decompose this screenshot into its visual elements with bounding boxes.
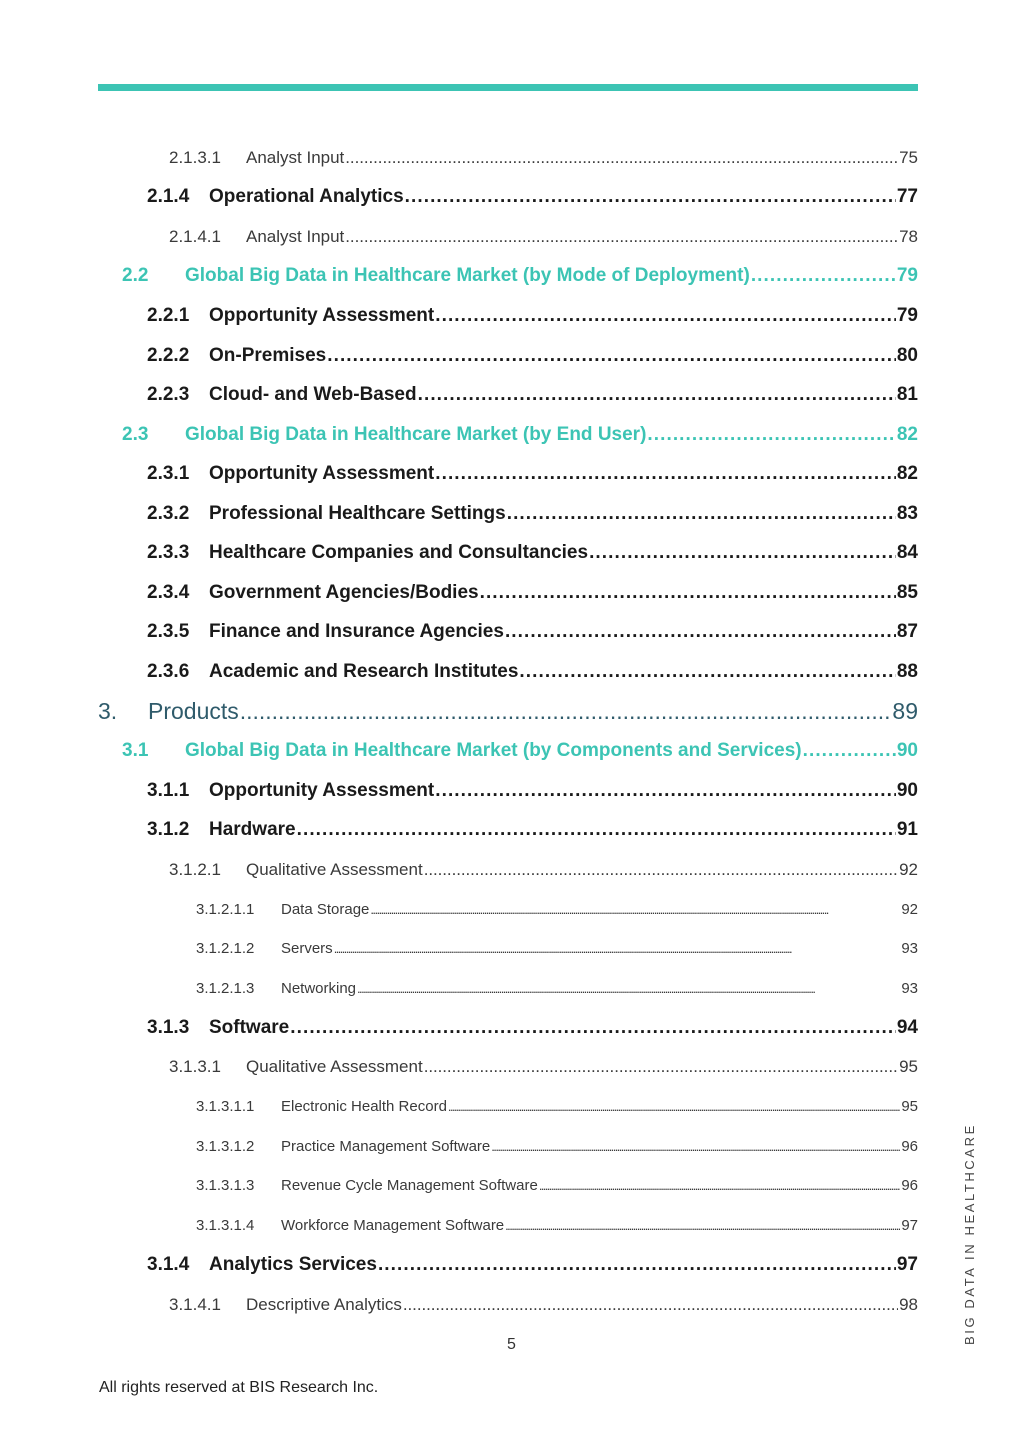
- toc-entry[interactable]: [0, 929, 1023, 969]
- toc-entry[interactable]: [0, 178, 1023, 218]
- toc-entry-page: 93: [901, 979, 918, 997]
- toc-entry-number: 2.3.1: [147, 463, 190, 485]
- toc-entry[interactable]: [0, 731, 1023, 771]
- toc-dot-leader: [345, 148, 898, 168]
- toc-entry[interactable]: [0, 336, 1023, 376]
- toc-entry[interactable]: [0, 889, 1023, 929]
- toc-entry-page: 82: [896, 423, 918, 445]
- toc-entry[interactable]: [0, 573, 1023, 613]
- toc-entry[interactable]: [0, 771, 1023, 811]
- toc-entry[interactable]: [0, 1127, 1023, 1167]
- toc-entry-number: 3.1.2.1: [169, 859, 221, 879]
- toc-entry-number: 2.1.4: [147, 186, 190, 208]
- toc-entry[interactable]: [0, 138, 1023, 178]
- toc-entry-title: Global Big Data in Healthcare Market (by Components and Services): [185, 739, 802, 761]
- toc-entry-title: Hardware: [209, 819, 296, 841]
- toc-dot-leader: [803, 740, 896, 762]
- toc-entry-page: 97: [896, 1254, 918, 1276]
- toc-entry[interactable]: [0, 850, 1023, 890]
- toc-entry-title: Servers: [281, 940, 333, 958]
- toc-entry-number: 2.3: [122, 423, 149, 445]
- toc-entry-number: 2.2.2: [147, 344, 190, 366]
- toc-entry-number: 3.1.2.1.3: [196, 979, 255, 997]
- header-accent-rule: [98, 84, 918, 91]
- toc-entry-number: 2.3.6: [147, 660, 190, 682]
- toc-entry-page: 85: [896, 581, 918, 603]
- toc-entry-title: Opportunity Assessment: [209, 304, 435, 326]
- toc-entry-number: 3.1.3.1.3: [196, 1177, 255, 1195]
- toc-entry[interactable]: [0, 494, 1023, 534]
- toc-entry-title: Opportunity Assessment: [209, 779, 435, 801]
- toc-entry-title: Opportunity Assessment: [209, 463, 435, 485]
- toc-entry[interactable]: [0, 1166, 1023, 1206]
- toc-entry-title: Data Storage: [281, 900, 370, 918]
- toc-dot-leader: [435, 463, 896, 485]
- toc-entry-title: Workforce Management Software: [281, 1217, 505, 1235]
- toc-entry-page: 90: [896, 739, 918, 761]
- toc-entry-number: 3.: [98, 697, 118, 724]
- toc-entry-page: 96: [901, 1177, 918, 1195]
- toc-dot-leader: [491, 1138, 900, 1155]
- toc-entry-number: 3.1.3.1: [169, 1057, 221, 1077]
- toc-dot-leader: [751, 265, 896, 287]
- toc-entry-page: 95: [901, 1098, 918, 1116]
- toc-entry-page: 95: [899, 1057, 918, 1077]
- toc-entry-number: 2.3.5: [147, 621, 190, 643]
- toc-entry-page: 80: [896, 344, 918, 366]
- toc-entry-page: 96: [901, 1137, 918, 1155]
- toc-entry-title: On-Premises: [209, 344, 327, 366]
- toc-entry-title: Analyst Input: [246, 226, 345, 246]
- toc-entry-title: Descriptive Analytics: [246, 1294, 402, 1314]
- toc-entry-number: 2.3.4: [147, 581, 190, 603]
- toc-entry-page: 94: [896, 1016, 918, 1038]
- toc-entry-page: 75: [899, 147, 918, 167]
- toc-entry-title: Practice Management Software: [281, 1137, 491, 1155]
- page-number: 5: [507, 1336, 516, 1353]
- toc-entry-title: Healthcare Companies and Consultancies: [209, 542, 589, 564]
- side-running-title: BIG DATA IN HEALTHCARE: [962, 1123, 977, 1345]
- toc-dot-leader: [480, 582, 896, 604]
- toc-entry-title: Products: [148, 697, 239, 724]
- toc-entry-number: 3.1.3.1.4: [196, 1217, 255, 1235]
- toc-entry-page: 98: [899, 1294, 918, 1314]
- toc-entry-number: 2.3.3: [147, 542, 190, 564]
- toc-entry-title: Electronic Health Record: [281, 1098, 447, 1116]
- toc-entry[interactable]: [0, 454, 1023, 494]
- toc-entry-number: 3.1.3.1.2: [196, 1137, 255, 1155]
- toc-entry-title: Finance and Insurance Agencies: [209, 621, 504, 643]
- toc-entry-title: Analyst Input: [246, 147, 345, 167]
- toc-entry[interactable]: [0, 217, 1023, 257]
- toc-dot-leader: [505, 621, 896, 643]
- toc-entry-number: 3.1.4.1: [169, 1294, 221, 1314]
- toc-entry-page: 89: [892, 697, 918, 724]
- toc-dot-leader: [424, 860, 898, 880]
- toc-entry-page: 88: [896, 660, 918, 682]
- toc-entry-number: 3.1.1: [147, 779, 190, 801]
- toc-entry[interactable]: [0, 1048, 1023, 1088]
- toc-entry-page: 79: [896, 265, 918, 287]
- toc-entry-number: 3.1.2.1.2: [196, 940, 255, 958]
- toc-dot-leader: [403, 1295, 898, 1315]
- toc-dot-leader: [435, 305, 896, 327]
- toc-entry-page: 79: [896, 304, 918, 326]
- toc-dot-leader: [505, 1217, 900, 1234]
- toc-entry-page: 77: [896, 186, 918, 208]
- toc-dot-leader: [345, 227, 898, 247]
- toc-dot-leader: [290, 1017, 896, 1039]
- footer-copyright: All rights reserved at BIS Research Inc.: [99, 1379, 379, 1396]
- toc-entry-number: 2.2: [122, 265, 149, 287]
- toc-dot-leader: [240, 698, 892, 725]
- toc-entry-title: Qualitative Assessment: [246, 1057, 423, 1077]
- toc-entry-number: 2.1.3.1: [169, 147, 221, 167]
- toc-dot-leader: [519, 661, 895, 683]
- toc-entry[interactable]: [0, 1087, 1023, 1127]
- toc-entry[interactable]: [0, 415, 1023, 455]
- toc-entry[interactable]: [0, 1245, 1023, 1285]
- toc-entry[interactable]: [0, 1285, 1023, 1325]
- toc-entry-title: Revenue Cycle Management Software: [281, 1177, 538, 1195]
- toc-entry[interactable]: [0, 692, 1023, 732]
- toc-dot-leader: [327, 345, 896, 367]
- toc-dot-leader: [647, 424, 895, 446]
- toc-entry-page: 81: [896, 384, 918, 406]
- toc-entry-number: 3.1.2.1.1: [196, 900, 255, 918]
- toc-entry-title: Global Big Data in Healthcare Market (by Mode of Deployment): [185, 265, 750, 287]
- toc-entry[interactable]: [0, 533, 1023, 573]
- toc-entry-page: 78: [899, 226, 918, 246]
- toc-entry-page: 97: [901, 1217, 918, 1235]
- toc-entry-title: Software: [209, 1016, 290, 1038]
- toc-entry-number: 2.1.4.1: [169, 226, 221, 246]
- toc-dot-leader: [435, 780, 896, 802]
- toc-dot-leader: [507, 503, 896, 525]
- toc-entry-number: 3.1.3.1.1: [196, 1098, 255, 1116]
- toc-entry-number: 3.1.2: [147, 819, 190, 841]
- toc-entry-number: 2.3.2: [147, 502, 190, 524]
- toc-entry[interactable]: [0, 968, 1023, 1008]
- toc-entry-page: 92: [901, 900, 918, 918]
- toc-entry-page: 91: [896, 819, 918, 841]
- toc-entry-page: 83: [896, 502, 918, 524]
- toc-entry-title: Global Big Data in Healthcare Market (by End User): [185, 423, 647, 445]
- toc-entry-page: 82: [896, 463, 918, 485]
- toc-entry[interactable]: [0, 1206, 1023, 1246]
- toc-entry-number: 3.1.3: [147, 1016, 190, 1038]
- toc-dot-leader: [297, 819, 896, 841]
- toc-entry[interactable]: [0, 1008, 1023, 1048]
- toc-entry-title: Cloud- and Web-Based: [209, 384, 417, 406]
- table-of-contents: [0, 138, 1023, 1324]
- toc-entry-page: 90: [896, 779, 918, 801]
- toc-dot-leader: [357, 980, 900, 997]
- toc-entry-title: Operational Analytics: [209, 186, 404, 208]
- toc-entry-title: Analytics Services: [209, 1254, 377, 1276]
- toc-dot-leader: [378, 1254, 896, 1276]
- toc-dot-leader: [424, 1057, 898, 1077]
- toc-entry-number: 3.1: [122, 739, 149, 761]
- toc-dot-leader: [334, 940, 901, 957]
- toc-entry[interactable]: [0, 375, 1023, 415]
- toc-dot-leader: [448, 1098, 900, 1115]
- toc-dot-leader: [405, 186, 896, 208]
- toc-dot-leader: [589, 542, 896, 564]
- toc-entry-title: Networking: [281, 979, 357, 997]
- toc-entry-page: 92: [899, 859, 918, 879]
- toc-dot-leader: [418, 384, 896, 406]
- toc-entry-title: Professional Healthcare Settings: [209, 502, 506, 524]
- toc-entry-title: Qualitative Assessment: [246, 859, 423, 879]
- toc-entry[interactable]: [0, 810, 1023, 850]
- toc-entry[interactable]: [0, 296, 1023, 336]
- toc-entry-page: 93: [901, 940, 918, 958]
- toc-entry-title: Academic and Research Institutes: [209, 660, 519, 682]
- toc-entry[interactable]: [0, 257, 1023, 297]
- toc-dot-leader: [370, 901, 900, 918]
- toc-entry-page: 84: [896, 542, 918, 564]
- toc-entry-number: 2.2.1: [147, 304, 190, 326]
- toc-entry-number: 2.2.3: [147, 384, 190, 406]
- toc-dot-leader: [539, 1177, 901, 1194]
- toc-entry-title: Government Agencies/Bodies: [209, 581, 479, 603]
- toc-entry[interactable]: [0, 652, 1023, 692]
- toc-entry-page: 87: [896, 621, 918, 643]
- toc-entry[interactable]: [0, 613, 1023, 653]
- toc-entry-number: 3.1.4: [147, 1254, 190, 1276]
